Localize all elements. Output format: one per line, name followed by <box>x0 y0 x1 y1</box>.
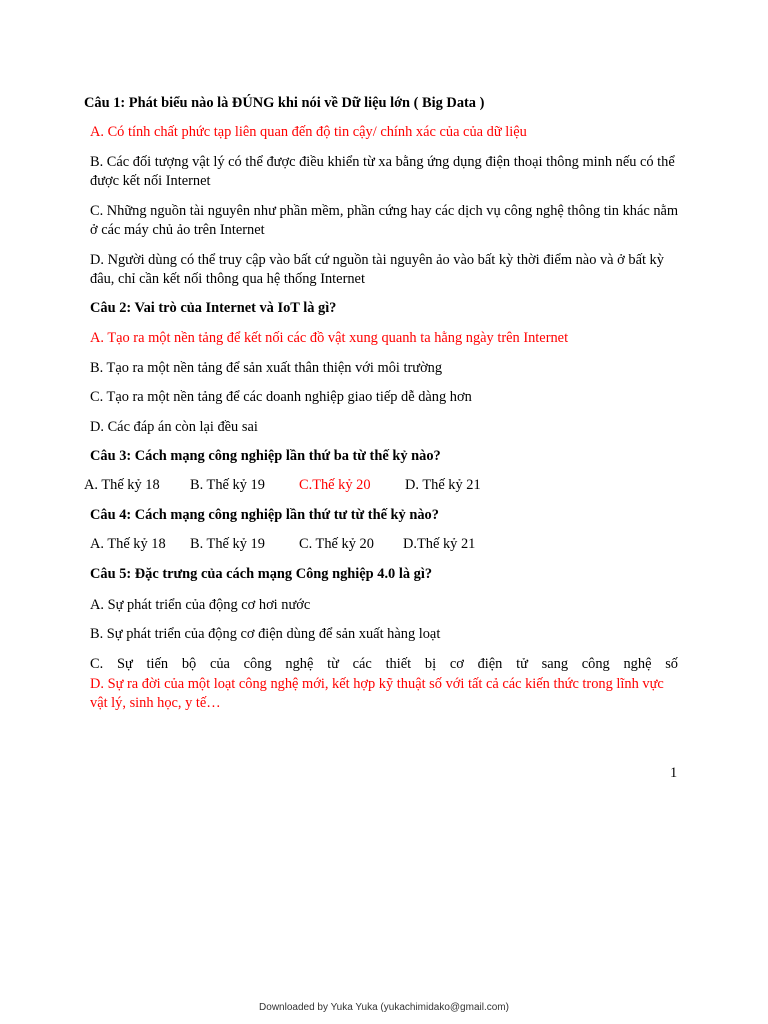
question-5-title: Câu 5: Đặc trưng của cách mạng Công nghiệp 4.0 là gì? <box>90 566 433 582</box>
question-4-option-c: C. Thế kỷ 20 <box>299 536 374 552</box>
question-2-title: Câu 2: Vai trò của Internet và IoT là gì? <box>90 300 337 316</box>
question-2-option-b: B. Tạo ra một nền tảng để sản xuất thân thiện với môi trường <box>90 360 443 376</box>
question-4-option-b: B. Thế kỷ 19 <box>190 536 265 552</box>
question-4-option-a: A. Thế kỷ 18 <box>90 536 166 552</box>
question-5-option-c: C. Sự tiến bộ của công nghệ từ các thiết bị cơ điện tử sang công nghệ số <box>90 656 678 672</box>
question-1-option-c: C. Những nguồn tài nguyên như phần mềm, phần cứng hay các dịch vụ công nghệ thông tin khác nằm ở các máy chủ ảo trên Internet <box>90 203 679 238</box>
question-3-title: Câu 3: Cách mạng công nghiệp lần thứ ba từ thế kỷ nào? <box>90 448 441 464</box>
question-1-title: Câu 1: Phát biểu nào là ĐÚNG khi nói về Dữ liệu lớn ( Big Data ) <box>84 95 485 111</box>
question-1-option-b: B. Các đối tượng vật lý có thể được điều khiển từ xa bằng ứng dụng điện thoại thông minh nếu có thể được kết nối Internet <box>90 154 675 189</box>
question-3-option-a: A. Thế kỷ 18 <box>84 477 160 493</box>
question-2-option-d: D. Các đáp án còn lại đều sai <box>90 419 258 435</box>
question-4-option-d: D.Thế kỷ 21 <box>403 536 476 552</box>
question-3-option-d: D. Thế kỷ 21 <box>405 477 481 493</box>
question-3-option-b: B. Thế kỷ 19 <box>190 477 265 493</box>
download-footer: Downloaded by Yuka Yuka (yukachimidako@gmail.com) <box>259 1002 509 1013</box>
question-4-title: Câu 4: Cách mạng công nghiệp lần thứ tư từ thế kỷ nào? <box>90 507 439 523</box>
question-1-option-d: D. Người dùng có thể truy cập vào bất cứ nguồn tài nguyên ảo vào bất kỳ thời điểm nào và ở bất kỳ đâu, chỉ cần kết nối thông qua hệ thống Internet <box>90 252 664 287</box>
question-5-option-b: B. Sự phát triển của động cơ điện dùng để sản xuất hàng loạt <box>90 626 441 642</box>
question-2-option-a: A. Tạo ra một nền tảng để kết nối các đồ vật xung quanh ta hằng ngày trên Internet <box>90 330 569 346</box>
question-5-option-d: D. Sự ra đời của một loạt công nghệ mới, kết hợp kỹ thuật số với tất cả các kiến thức trong lĩnh vực vật lý, sinh học, y tế… <box>90 676 664 711</box>
question-3-option-c: C.Thế kỷ 20 <box>299 477 371 493</box>
question-2-option-c: C. Tạo ra một nền tảng để các doanh nghiệp giao tiếp dễ dàng hơn <box>90 389 472 405</box>
question-5-option-a: A. Sự phát triển của động cơ hơi nước <box>90 597 311 613</box>
page-number: 1 <box>670 765 678 781</box>
question-1-option-a: A. Có tính chất phức tạp liên quan đến độ tin cậy/ chính xác của của dữ liệu <box>90 124 527 140</box>
